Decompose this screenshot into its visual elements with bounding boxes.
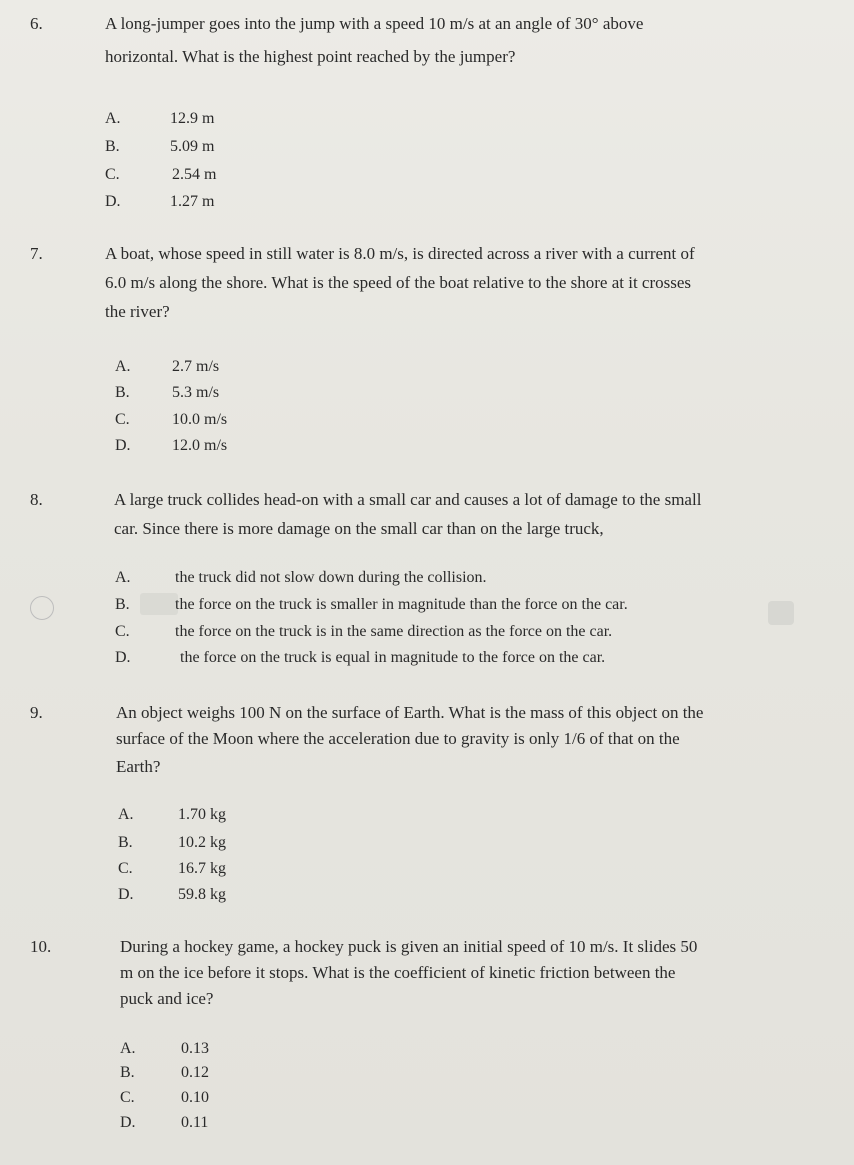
question-text-line: An object weighs 100 N on the surface of Earth. What is the mass of this object on the [116,703,704,722]
option-text: the truck did not slow down during the collision. [175,569,487,586]
question-text-line: surface of the Moon where the acceleration due to gravity is only 1/6 of that on the [116,729,680,748]
option-letter: C. [115,411,130,428]
option-text: the force on the truck is in the same direction as the force on the car. [175,623,613,640]
question-text-line: horizontal. What is the highest point reached by the jumper? [105,47,516,66]
option-letter: B. [105,138,120,155]
option-letter: C. [115,623,130,640]
question-number: 9. [30,703,43,722]
option-text: 0.10 [181,1089,209,1106]
option-text: 5.09 m [170,138,215,155]
option-text: 1.27 m [170,193,215,210]
question-number: 10. [30,937,52,956]
option-letter: B. [120,1064,135,1081]
option-letter: B. [115,596,130,613]
question-number: 7. [30,244,43,263]
question-text-line: puck and ice? [120,989,214,1008]
question-text-line: the river? [105,302,170,321]
option-letter: D. [115,649,131,666]
option-text: the force on the truck is smaller in magnitude than the force on the car. [175,596,628,613]
option-letter: D. [105,193,121,210]
option-letter: A. [115,569,131,586]
question-number: 6. [30,14,43,33]
option-text: 0.13 [181,1040,209,1057]
option-letter: B. [115,384,130,401]
option-text: 16.7 kg [178,860,226,877]
question-text-line: m on the ice before it stops. What is the coefficient of kinetic friction between the [120,963,676,982]
faint-circle-icon [30,596,54,620]
option-text: 10.2 kg [178,834,226,851]
question-text-line: car. Since there is more damage on the small car than on the large truck, [114,519,604,538]
option-letter: D. [118,886,134,903]
option-text: 12.0 m/s [172,437,228,454]
option-letter: A. [120,1040,136,1057]
option-text: 2.7 m/s [172,358,220,375]
option-letter: B. [118,834,133,851]
option-text: 12.9 m [170,110,215,127]
question-text-line: 6.0 m/s along the shore. What is the speed of the boat relative to the shore at it crosses [105,273,692,292]
option-text: the force on the truck is equal in magnitude to the force on the car. [180,649,606,666]
option-letter: D. [115,437,131,454]
option-text: 2.54 m [172,166,217,183]
option-text: 10.0 m/s [172,411,228,428]
option-text: 59.8 kg [178,886,226,903]
question-text-line: Earth? [116,757,161,776]
question-text-line: A boat, whose speed in still water is 8.0 m/s, is directed across a river with a current of [105,244,695,263]
option-letter: A. [118,806,134,823]
question-text-line: During a hockey game, a hockey puck is given an initial speed of 10 m/s. It slides 50 [120,937,698,956]
question-number: 8. [30,490,43,509]
option-letter: C. [118,860,133,877]
faint-square-icon [768,601,794,625]
question-text-line: A long-jumper goes into the jump with a speed 10 m/s at an angle of 30° above [105,14,644,33]
option-letter: D. [120,1114,136,1131]
option-letter: C. [105,166,120,183]
question-text-line: A large truck collides head-on with a small car and causes a lot of damage to the small [114,490,702,509]
option-letter: A. [115,358,131,375]
option-text: 1.70 kg [178,806,226,823]
option-letter: A. [105,110,121,127]
faint-highlight [140,593,178,615]
option-letter: C. [120,1089,135,1106]
option-text: 0.11 [181,1114,209,1131]
option-text: 5.3 m/s [172,384,220,401]
option-text: 0.12 [181,1064,209,1081]
